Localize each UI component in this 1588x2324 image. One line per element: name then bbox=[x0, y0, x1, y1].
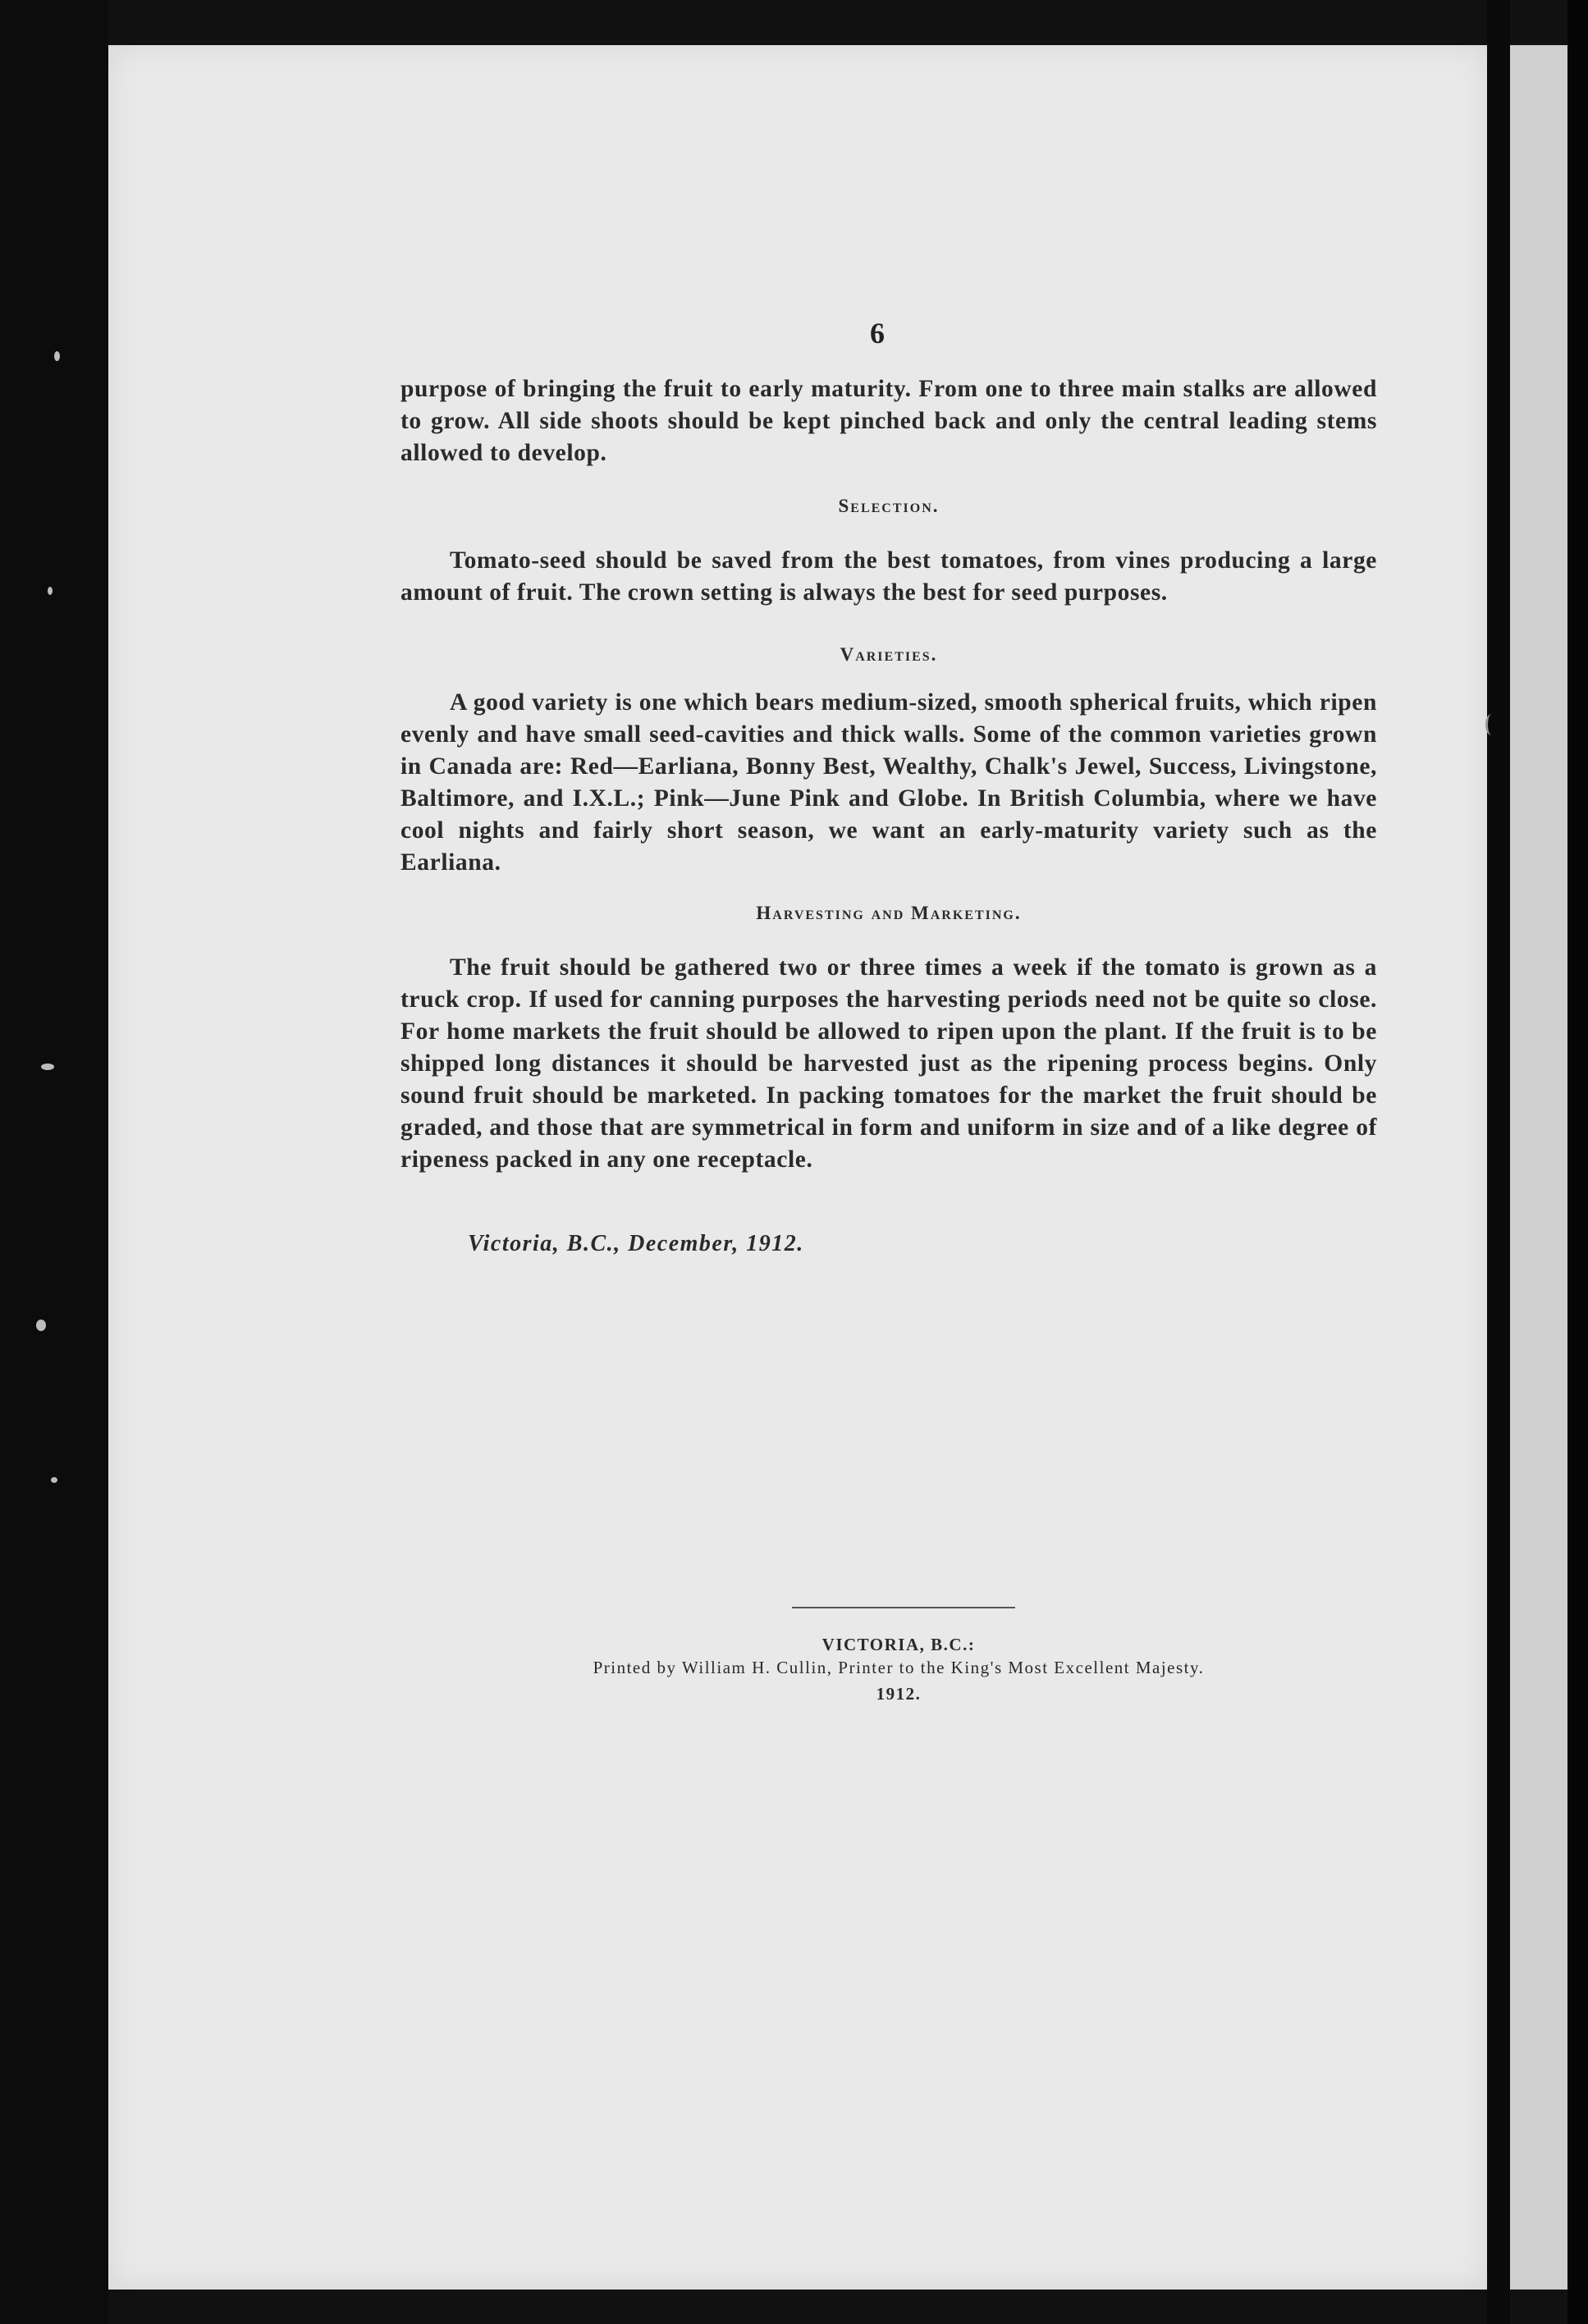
scan-right-margin bbox=[1567, 0, 1588, 2324]
imprint-printer: Printed by William H. Cullin, Printer to the King's Most Excellent Majesty. bbox=[593, 1658, 1205, 1677]
section-heading-selection: Selection. bbox=[838, 496, 940, 516]
place-date-signature: Victoria, B.C., December, 1912. bbox=[468, 1231, 804, 1256]
page-number: 6 bbox=[870, 317, 885, 350]
section-body-harvesting: The fruit should be gathered two or three times a week if the tomato is grown as a truck crop. If used for canning purposes the harvesting periods need not be quite so close. For home markets the fruit should be allowed to ripen upon the plant. If the fruit is to be shipped long distances it should be harvested just as the ripening process begins. Only sound fruit should be marketed. In packing tomatoes for the market the fruit should be graded, and those that are symmetrical in form and uniform in size and of a like degree of ripeness packed in any one receptacle. bbox=[400, 954, 1377, 1173]
opening-paragraph: purpose of bringing the fruit to early maturity. From one to three main stalks are allowed to grow. All side shoots should be kept pinched back and only the central leading stems allowed to develop. bbox=[400, 376, 1377, 466]
page-edge-mark bbox=[1485, 714, 1498, 735]
scan-speck bbox=[48, 587, 53, 595]
scan-left-margin bbox=[0, 0, 108, 2324]
section-heading-harvesting: Harvesting and Marketing. bbox=[756, 903, 1022, 923]
imprint-place: VICTORIA, B.C.: bbox=[821, 1635, 976, 1654]
scan-speck bbox=[41, 1064, 54, 1070]
next-page-edge bbox=[1510, 45, 1567, 2290]
section-body-varieties: A good variety is one which bears medium-sized, smooth spherical fruits, which ripen evenly and have small seed-cavities and thick walls. Some of the common varieties grown in Canada are: Red—Earliana, Bonny Best, Wealthy, Chalk's Jewel, Success, Livingstone, Baltimore, and I.X.L.; Pink—June Pink and Globe. In British Columbia, where we have cool nights and fairly short season, we want an early-maturity variety such as the Earliana. bbox=[400, 689, 1377, 876]
section-body-selection: Tomato-seed should be saved from the best tomatoes, from vines producing a large amount of fruit. The crown setting is always the best for seed purposes. bbox=[400, 547, 1377, 606]
page-gutter bbox=[1487, 0, 1510, 2324]
imprint-divider bbox=[792, 1607, 1015, 1608]
section-heading-varieties: Varieties. bbox=[840, 644, 938, 665]
scan-speck bbox=[36, 1320, 46, 1331]
scan-speck bbox=[54, 351, 60, 361]
scan-speck bbox=[51, 1477, 57, 1483]
imprint-year: 1912. bbox=[876, 1684, 922, 1704]
